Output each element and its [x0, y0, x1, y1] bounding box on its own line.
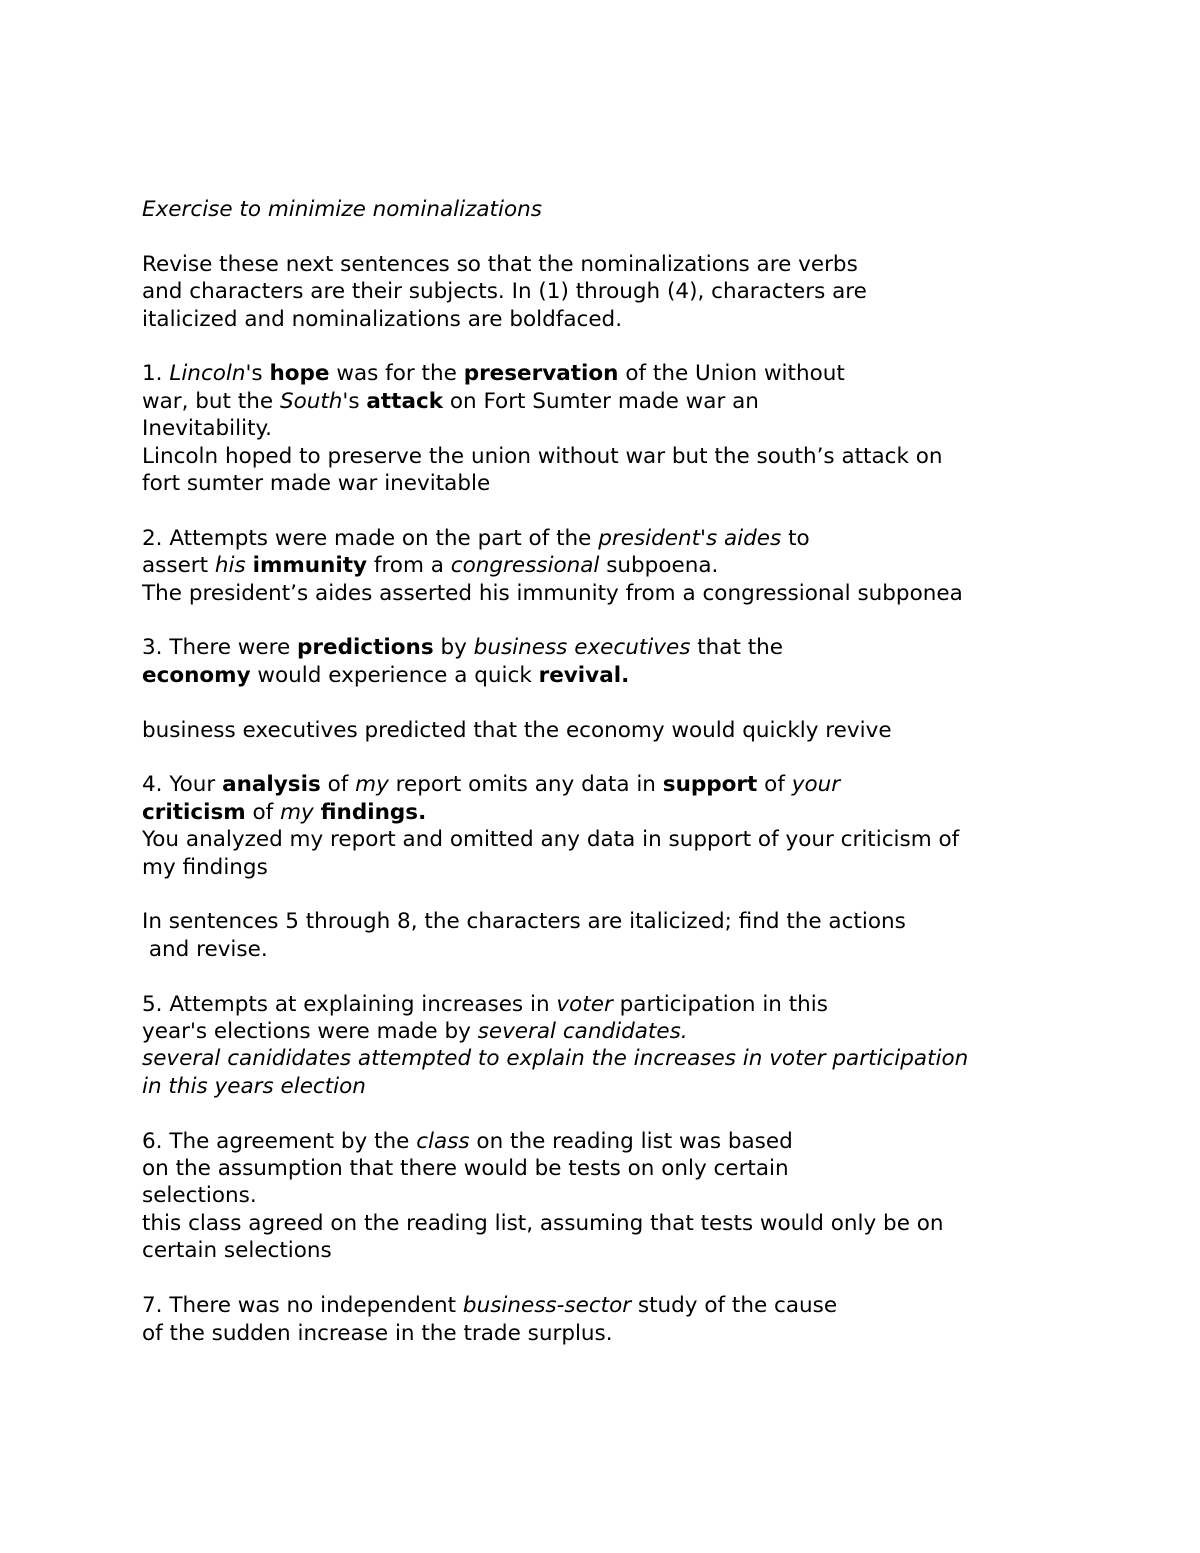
text-run: subpoena. [599, 553, 719, 579]
text-run: of [320, 772, 356, 798]
text-line [142, 278, 1162, 305]
italic-text: South [279, 388, 343, 414]
text-run: 's [342, 388, 367, 414]
italic-text: your [791, 772, 841, 798]
text-run: to [781, 525, 810, 551]
italic-text: voter [556, 991, 613, 1017]
text-line [142, 936, 1162, 963]
text-line [142, 717, 1162, 744]
paragraph-gap [142, 689, 1162, 716]
bold-text: revival. [538, 662, 630, 688]
text-run [246, 553, 253, 578]
bold-text: immunity [252, 553, 368, 579]
text-run [314, 800, 321, 825]
text-run: study of the cause [631, 1293, 838, 1319]
text-run: business executives predicted that the economy would quickly revive [142, 717, 892, 743]
italic-text: my [280, 799, 314, 825]
text-run: and revise. [142, 936, 268, 962]
text-run: selections. [142, 1183, 257, 1209]
text-run: of [757, 772, 792, 798]
text-line [142, 1018, 1162, 1045]
text-run: 6. The agreement by the [142, 1128, 417, 1154]
text-run: italicized and nominalizations are boldfaced. [142, 306, 623, 332]
paragraph-gap [142, 333, 1162, 360]
text-run: from a [367, 553, 451, 579]
text-line [142, 908, 1162, 935]
text-run: In sentences 5 through 8, the characters are italicized; find the actions [142, 909, 906, 935]
text-run: 7. There was no independent [142, 1293, 463, 1319]
bold-text: hope [269, 361, 330, 387]
document-title [142, 196, 1162, 223]
text-line [142, 388, 1162, 415]
text-line [142, 443, 1162, 470]
text-run: and characters are their subjects. In (1) through (4), characters are [142, 279, 867, 305]
italic-text: in this years election [142, 1073, 366, 1099]
bold-text: support [662, 772, 758, 798]
text-run: by [433, 635, 474, 661]
text-line [142, 662, 1162, 689]
text-run: 5. Attempts at explaining increases in [142, 991, 557, 1017]
text-line [142, 1155, 1162, 1182]
bold-text: criticism [142, 799, 246, 825]
text-run: 4. Your [142, 772, 223, 798]
text-line [142, 415, 1162, 442]
text-run: of the sudden increase in the trade surplus. [142, 1320, 613, 1346]
text-line [142, 306, 1162, 333]
text-line [142, 1237, 1162, 1264]
text-run: 1. [142, 361, 170, 387]
text-line [142, 1210, 1162, 1237]
paragraph-gap [142, 881, 1162, 908]
paragraph-gap [142, 607, 1162, 634]
text-line [142, 1292, 1162, 1319]
text-run: would experience a quick [250, 662, 539, 688]
italic-text: Lincoln [169, 361, 246, 387]
paragraph-gap [142, 963, 1162, 990]
italic-text: business-sector [462, 1293, 632, 1319]
text-run: report omits any data in [388, 772, 663, 798]
bold-text: predictions [297, 635, 434, 661]
text-run: on the reading list was based [469, 1128, 793, 1154]
text-line [142, 1128, 1162, 1155]
text-line [142, 799, 1162, 826]
document-body [142, 196, 1162, 1347]
text-line [142, 634, 1162, 661]
text-run: assert [142, 553, 215, 579]
paragraph-gap [142, 497, 1162, 524]
italic-text: several canididates attempted to explain the increases in voter participation [142, 1046, 969, 1072]
text-run: Revise these next sentences so that the nominalizations are verbs [142, 251, 858, 277]
italic-text: business executives [473, 635, 691, 661]
italic-text: his [214, 553, 246, 579]
bold-text: analysis [222, 772, 321, 798]
text-line [142, 580, 1162, 607]
text-run: 2. Attempts were made on the part of the [142, 525, 599, 551]
text-run: certain selections [142, 1238, 332, 1264]
text-run: 's [245, 361, 270, 387]
text-run: on Fort Sumter made war an [443, 388, 759, 414]
text-line [142, 251, 1162, 278]
text-line [142, 1073, 1162, 1100]
text-line [142, 360, 1162, 387]
text-line [142, 826, 1162, 853]
italic-text: Exercise to minimize nominalizations [142, 197, 542, 222]
text-line [142, 771, 1162, 798]
text-run: year's elections were made by [142, 1019, 478, 1045]
text-line [142, 1182, 1162, 1209]
text-run: fort sumter made war inevitable [142, 471, 491, 497]
text-run: war, but the [142, 388, 280, 414]
text-run: of [245, 799, 281, 825]
text-line [142, 1320, 1162, 1347]
italic-text: several candidates. [477, 1019, 688, 1045]
text-run: of the Union without [618, 361, 845, 387]
text-run: was for the [329, 361, 464, 387]
text-run: that the [690, 635, 784, 661]
paragraph-gap [142, 223, 1162, 250]
text-run: participation in this [612, 991, 828, 1017]
text-run: Inevitability. [142, 416, 272, 442]
text-run: my findings [142, 854, 268, 880]
bold-text: findings. [320, 799, 427, 825]
text-line [142, 470, 1162, 497]
paragraph-gap [142, 1100, 1162, 1127]
text-line [142, 525, 1162, 552]
paragraph-gap [142, 1265, 1162, 1292]
text-line [142, 991, 1162, 1018]
text-run: this class agreed on the reading list, assuming that tests would only be on [142, 1210, 944, 1236]
text-line [142, 1045, 1162, 1072]
bold-text: attack [366, 388, 443, 414]
text-run: The president’s aides asserted his immunity from a congressional subponea [142, 580, 963, 606]
italic-text: congressional [450, 553, 600, 579]
bold-text: economy [142, 662, 251, 688]
paragraph-gap [142, 744, 1162, 771]
text-line [142, 552, 1162, 579]
italic-text: president's aides [598, 525, 782, 551]
text-run: You analyzed my report and omitted any data in support of your criticism of [142, 827, 960, 853]
italic-text: class [416, 1128, 470, 1154]
bold-text: preservation [463, 361, 619, 387]
italic-text: my [355, 772, 389, 798]
text-run: on the assumption that there would be tests on only certain [142, 1156, 789, 1182]
text-line [142, 854, 1162, 881]
text-run: Lincoln hoped to preserve the union without war but the south’s attack on [142, 443, 943, 469]
text-run: 3. There were [142, 635, 298, 661]
